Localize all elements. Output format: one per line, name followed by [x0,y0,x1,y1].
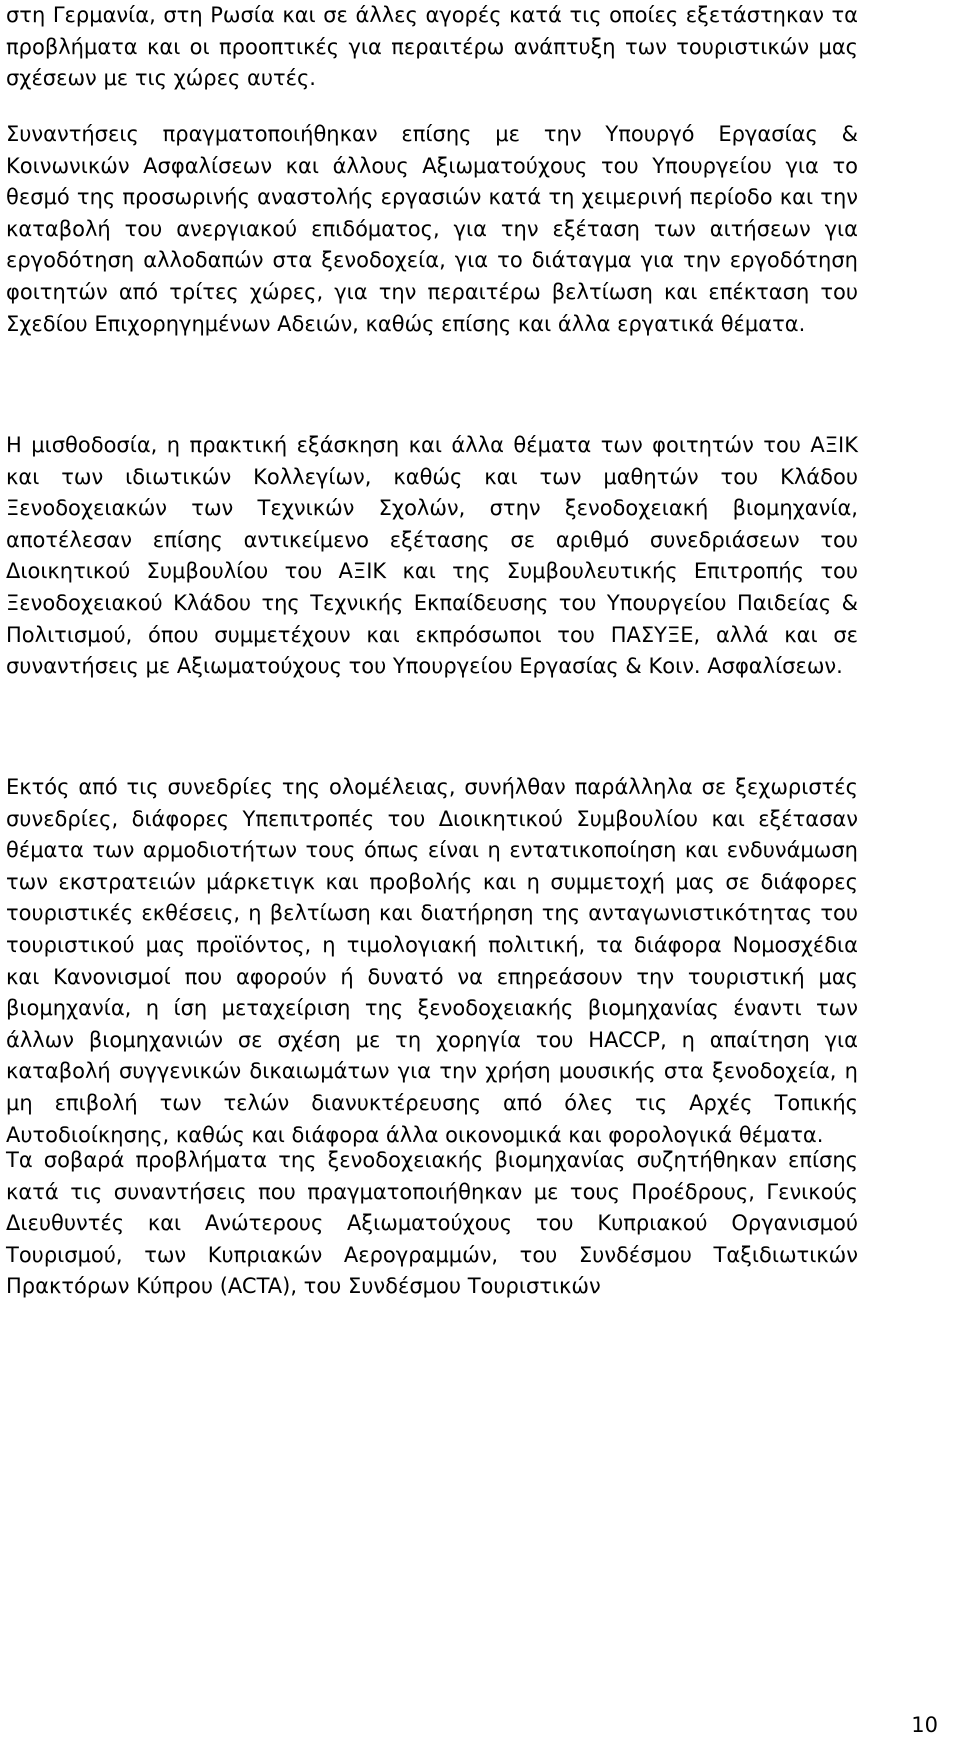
paragraph-4: Εκτός από τις συνεδρίες της ολομέλειας, συνήλθαν παράλληλα σε ξεχωριστές συνεδρίες, διάφορες Υπεπιτροπές του Διοικητικού Συμβουλίου και εξέτασαν θέματα των αρμοδιοτήτων τους όπως είναι η εντατικοποίηση και ενδυνάμωση των εκστρατειών μάρκετιγκ και προβολής και η συμμετοχή μας σε διάφορες τουριστικές εκθέσεις, η βελτίωση και διατήρηση της ανταγωνιστικότητας του τουριστικού μας προϊόντος, η τιμολογιακή πολιτική, τα διάφορα Νομοσχέδια και Κανονισμοί που αφορούν ή δυνατό να επηρεάσουν την τουριστική μας βιομηχανία, η ίση μεταχείριση της ξενοδοχειακής βιομηχανίας έναντι των άλλων βιομηχανιών σε σχέση με τη χορηγία του HACCP, η απαίτηση για καταβολή συγγενικών δικαιωμάτων για την χρήση μουσικής στα ξενοδοχεία, η μη επιβολή των τελών διανυκτέρευσης από όλες τις Αρχές Τοπικής Αυτοδιοίκησης, καθώς και διάφορα άλλα οικονομικά και φορολογικά θέματα. [6,775,858,1147]
paragraph-2: Συναντήσεις πραγματοποιήθηκαν επίσης με την Υπουργό Εργασίας & Κοινωνικών Ασφαλίσεων και άλλους Αξιωματούχους του Υπουργείου για το θεσμό της προσωρινής αναστολής εργασιών κατά τη χειμερινή περίοδο και την καταβολή του ανεργιακού επιδόματος, για την εξέταση των αιτήσεων για εργοδότηση αλλοδαπών στα ξενοδοχεία, για το διάταγμα για την εργοδότηση φοιτητών από τρίτες χώρες, για την περαιτέρω βελτίωση και επέκταση του Σχεδίου Επιχορηγημένων Αδειών, καθώς επίσης και άλλα εργατικά θέματα. [6,122,858,336]
page-number: 10 [911,1713,938,1737]
paragraph-3: Η μισθοδοσία, η πρακτική εξάσκηση και άλλα θέματα των φοιτητών του ΑΞΙΚ και των ιδιωτικών Κολλεγίων, καθώς και των μαθητών του Κλάδου Ξενοδοχειακών των Τεχνικών Σχολών, στην ξενοδοχειακή βιομηχανία, αποτέλεσαν επίσης αντικείμενο εξέτασης σε αριθμό συνεδριάσεων του Διοικητικού Συμβουλίου του ΑΞΙΚ και της Συμβουλευτικής Επιτροπής του Ξενοδοχειακού Κλάδου της Τεχνικής Εκπαίδευσης του Υπουργείου Παιδείας & Πολιτισμού, όπου συμμετέχουν και εκπρόσωποι του ΠΑΣΥΞΕ, αλλά και σε συναντήσεις με Αξιωματούχους του Υπουργείου Εργασίας & Κοιν. Ασφαλίσεων. [6,433,858,679]
paragraph-5: Τα σοβαρά προβλήματα της ξενοδοχειακής βιομηχανίας συζητήθηκαν επίσης κατά τις συναντήσεις που πραγματοποιήθηκαν με τους Προέδρους, Γενικούς Διευθυντές και Ανώτερους Αξιωματούχους του Κυπριακού Οργανισμού Τουρισμού, των Κυπριακών Αερογραμμών, του Συνδέσμου Ταξιδιωτικών Πρακτόρων Κύπρου (ACTA), του Συνδέσμου Τουριστικών [6,1148,858,1299]
paragraph-1: στη Γερμανία, στη Ρωσία και σε άλλες αγορές κατά τις οποίες εξετάστηκαν τα προβλήματα και οι προοπτικές για περαιτέρω ανάπτυξη των τουριστικών μας σχέσεων με τις χώρες αυτές. [6,3,858,91]
